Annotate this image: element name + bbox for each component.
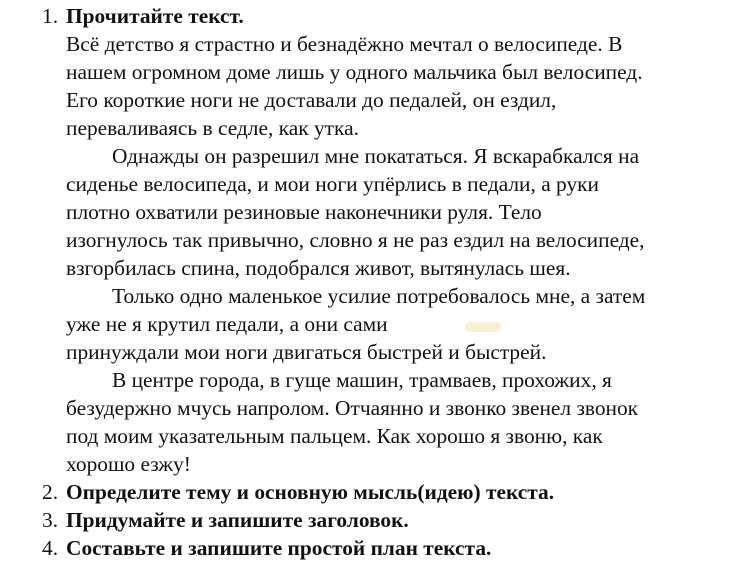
- task-2-text: Определите тему и основную мысль(идею) текста.: [66, 480, 555, 504]
- text-line: плотно охватили резиновые наконечники руля. Тело: [66, 200, 542, 224]
- text-line: хорошо езжу!: [66, 452, 191, 476]
- text-line: Однажды он разрешил мне покататься. Я вскарабкался на: [112, 144, 640, 168]
- text-line: нашем огромном доме лишь у одного мальчика был велосипед.: [66, 60, 643, 84]
- text-line: уже не я крутил педали, а они сами: [66, 312, 388, 336]
- text-line: взгорбилась спина, подобрался живот, вытянулась шея.: [66, 256, 571, 280]
- text-line: Его короткие ноги не доставали до педалей, он ездил,: [66, 88, 557, 112]
- text-line: переваливаясь в седле, как утка.: [66, 116, 359, 140]
- text-line: сиденье велосипеда, и мои ноги упёрлись в педали, а руки: [66, 172, 599, 196]
- task-1-heading: Прочитайте текст.: [66, 4, 244, 28]
- task-1-number: 1.: [42, 4, 59, 28]
- task-4-number: 4.: [42, 536, 59, 560]
- text-line: изогнулось так привычно, словно я не раз ездил на велосипеде,: [66, 228, 645, 252]
- text-line: Всё детство я страстно и безнадёжно мечтал о велосипеде. В: [66, 32, 623, 56]
- text-line: Только одно маленькое усилие потребовалось мне, а затем: [112, 284, 646, 308]
- text-line: под моим указательным пальцем. Как хорошо я звоню, как: [66, 424, 603, 448]
- text-line: безудержно мчусь напролом. Отчаянно и звонко звенел звонок: [66, 396, 639, 420]
- highlight-smudge: [465, 322, 501, 332]
- text-line: принуждали мои ноги двигаться быстрей и быстрей.: [66, 340, 547, 364]
- task-4-text: Составьте и запишите простой план текста.: [66, 536, 492, 560]
- task-3-number: 3.: [42, 508, 59, 532]
- task-3-text: Придумайте и запишите заголовок.: [66, 508, 409, 532]
- task-2-number: 2.: [42, 480, 59, 504]
- text-line: В центре города, в гуще машин, трамваев, прохожих, я: [112, 368, 612, 392]
